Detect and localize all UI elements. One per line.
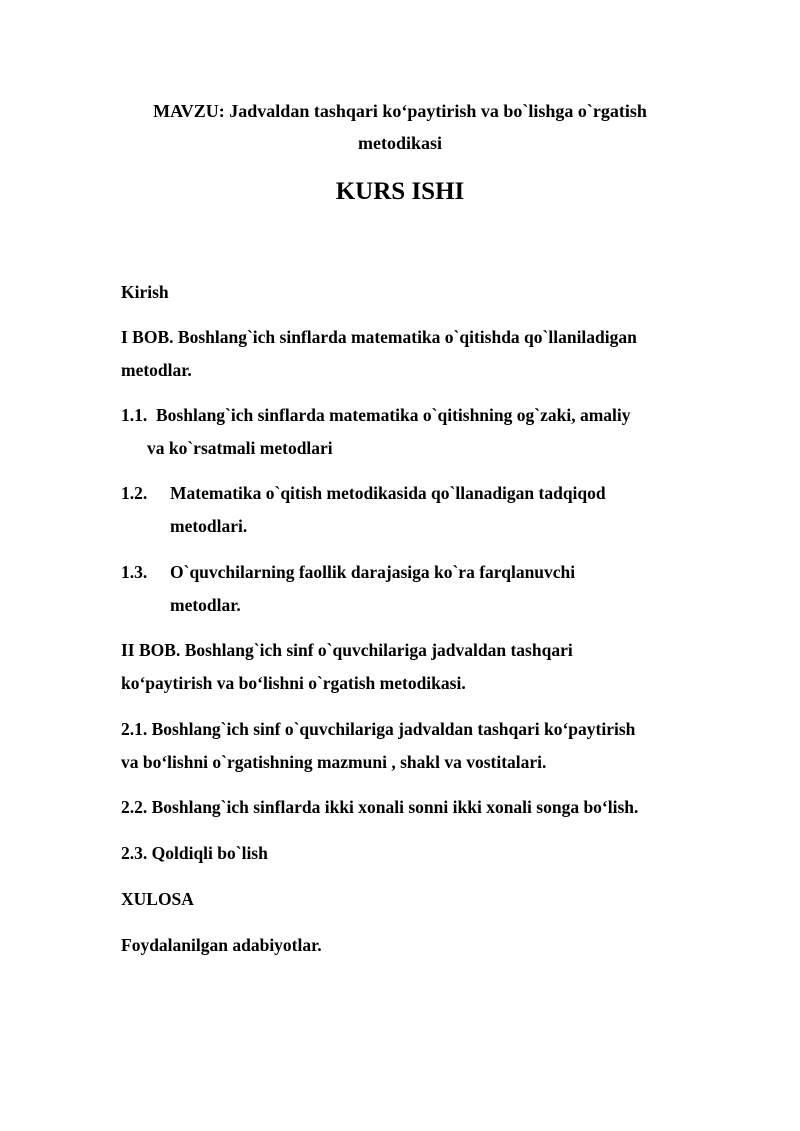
toc-1-2-number: 1.2.: [121, 483, 148, 503]
toc-2-1-line-1: 2.1. Boshlang`ich sinf o`quvchilariga jadvaldan tashqari ko‘paytirish: [121, 719, 636, 739]
toc-chapter-1-line-2: metodlar.: [121, 360, 192, 380]
toc-entry-2-2: 2.2. Boshlang`ich sinflarda ikki xonali sonni ikki xonali songa bo‘lish.: [121, 797, 639, 817]
toc-chapter-2-line-2: ko‘paytirish va bo‘lishni o`rgatish metodikasi.: [121, 673, 466, 693]
subject-line-1: MAVZU: Jadvaldan tashqari ko‘paytirish va bo`lishga o`rgatish: [153, 101, 647, 121]
toc-1-3-line-1: O`quvchilarning faollik darajasiga ko`ra farqlanuvchi: [170, 562, 576, 582]
toc-chapter-1-line-1: I BOB. Boshlang`ich sinflarda matematika o`qitishda qo`llaniladigan: [121, 327, 637, 347]
toc-1-3-number: 1.3.: [121, 562, 148, 582]
toc-entry-1-3: [121, 556, 701, 622]
toc-entry-1-2: [121, 477, 701, 543]
subject-heading: [120, 95, 680, 159]
toc-entry-1-1: [121, 399, 701, 465]
toc-entry-intro: Kirish: [121, 282, 169, 302]
toc-1-1-line-2: va ko`rsatmali metodlari: [147, 438, 333, 458]
document-title: KURS ISHI: [335, 178, 465, 205]
toc-2-1-line-2: va bo‘lishni o`rgatishning mazmuni , shakl va vostitalari.: [121, 752, 547, 772]
toc-1-1-text: Boshlang`ich sinflarda matematika o`qitishning og`zaki, amaliy: [156, 405, 631, 425]
toc-1-2-line-2: metodlari.: [170, 516, 248, 536]
toc-entry-chapter-2: [121, 634, 701, 700]
toc-entry-2-1: [121, 713, 701, 779]
toc-entry-conclusion: XULOSA: [121, 889, 194, 909]
toc-1-1-line-1: [121, 399, 701, 432]
toc-1-3-line-2: metodlar.: [170, 595, 241, 615]
toc-entry-2-3: 2.3. Qoldiqli bo`lish: [121, 843, 268, 863]
toc-1-2-line-1: Matematika o`qitish metodikasida qo`llanadigan tadqiqod: [170, 483, 606, 503]
toc-entry-chapter-1: [121, 321, 701, 387]
toc-entry-references: Foydalanilgan adabiyotlar.: [121, 935, 322, 955]
toc-1-1-number: 1.1.: [121, 405, 148, 425]
toc-chapter-2-line-1: II BOB. Boshlang`ich sinf o`quvchilariga jadvaldan tashqari: [121, 640, 573, 660]
subject-line-2: metodikasi: [357, 133, 442, 153]
